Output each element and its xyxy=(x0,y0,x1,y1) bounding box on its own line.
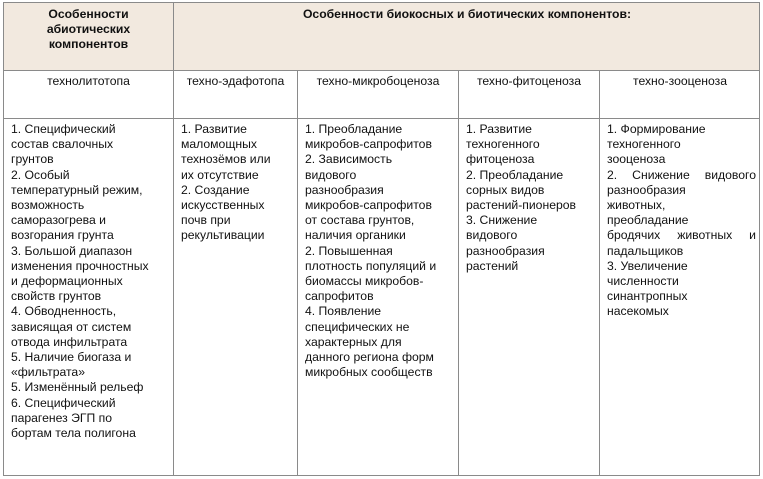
cell-text-line: животных, xyxy=(607,198,666,213)
cell-technolithotope xyxy=(3,118,173,476)
cell-text-line: бортам тела полигона xyxy=(11,426,136,441)
cell-text-line: насекомых xyxy=(607,304,669,319)
cell-text-line: их отсутствие xyxy=(181,167,259,182)
cell-text-line: Особенности xyxy=(48,7,129,21)
column-header-techno-zoocenosis: техно-зооценоза xyxy=(599,70,760,118)
cell-text-line: 3. Увеличение xyxy=(607,258,688,273)
cell-text-line: биомассы микробов- xyxy=(305,274,424,289)
cell-text-line: 6. Специфический xyxy=(11,395,116,410)
cell-text-line: саморазогрева и xyxy=(11,213,106,228)
cell-techno-edaphotope xyxy=(173,118,297,476)
cell-techno-phytocenosis xyxy=(458,118,599,476)
cell-text-line: 2. Создание xyxy=(181,182,250,197)
cell-text-line: возгорания грунта xyxy=(11,228,114,243)
cell-text-line: разнообразия xyxy=(305,182,384,197)
cell-text-line: 2. Повышенная xyxy=(305,243,393,258)
cell-text-line: микробов-сапрофитов xyxy=(305,137,432,152)
cell-text-line: 5. Наличие биогаза и xyxy=(11,350,132,365)
cell-text-line: абиотических xyxy=(46,22,131,37)
cell-text-line: 2. Зависимость xyxy=(305,152,393,167)
cell-text-line: искусственных xyxy=(181,198,265,213)
table-border-bottom xyxy=(3,475,760,476)
cell-text-line: характерных для xyxy=(305,334,402,349)
cell-text-line: сапрофитов xyxy=(305,289,374,304)
cell-text-line: температурный режим, xyxy=(11,182,143,197)
cell-text-line: разнообразия xyxy=(607,182,686,197)
cell-text-line: растений xyxy=(466,258,519,273)
cell-text-line: 1. Формирование xyxy=(607,122,706,136)
cell-text-line: грунтов xyxy=(11,152,54,167)
cell-text-line: отвода инфильтрата xyxy=(11,334,128,349)
column-header-techno-microbocenosis: техно-микробоценоза xyxy=(297,70,458,118)
column-header-technolithotope: технолитотопа xyxy=(3,70,173,118)
table-border-right xyxy=(759,2,760,476)
cell-techno-microbocenosis xyxy=(297,118,458,476)
cell-text-line: 1. Преобладание xyxy=(305,122,403,136)
cell-text-line: численности xyxy=(607,274,679,289)
cell-text-line: 2. Особый xyxy=(11,167,70,182)
cell-text-line: свойств грунтов xyxy=(11,289,102,304)
cell-text-line: компонентов xyxy=(48,37,129,52)
cell-text-line: преобладание xyxy=(607,213,689,228)
cell-text-line: специфических не xyxy=(305,319,410,334)
cell-text-line: возможность xyxy=(11,198,85,213)
cell-text-line: 3. Снижение xyxy=(466,213,538,228)
cell-text-line: состав свалочных xyxy=(11,137,114,152)
cell-text-line: техногенного xyxy=(466,137,540,152)
cell-text-line: 3. Большой диапазон xyxy=(11,243,133,258)
cell-text-line: от состава грунтов, xyxy=(305,213,415,228)
cell-text-line: плотность популяций и xyxy=(305,258,437,273)
cell-text-line: данного региона форм xyxy=(305,350,434,365)
cell-text-line: зооценоза xyxy=(607,152,666,167)
cell-text-line: маломощных xyxy=(181,137,257,152)
cell-text-line: 4. Появление xyxy=(305,304,382,319)
cell-text-line: 1. Развитие xyxy=(181,122,247,136)
cell-text-line: «фильтрата» xyxy=(11,365,85,380)
cell-text-line: фитоценоза xyxy=(466,152,535,167)
cell-text-line: микробных сообществ xyxy=(305,365,433,380)
cell-text-line: парагенез ЭГП по xyxy=(11,410,112,425)
cell-text-line: видового xyxy=(305,167,357,182)
cell-text-line: наличия органики xyxy=(305,228,406,243)
cell-text-line: почв при xyxy=(181,213,231,228)
cell-text-line: видового xyxy=(466,228,518,243)
cell-text-line: синантропных xyxy=(607,289,688,304)
cell-text-line: бродячих животных и xyxy=(607,228,756,243)
cell-text-line: растений-пионеров xyxy=(466,198,577,213)
cell-text-line: 1. Развитие xyxy=(466,122,532,136)
header-abiotic xyxy=(3,2,173,70)
cell-text-line: 2. Снижение видового xyxy=(607,167,756,182)
cell-text-line: техногенного xyxy=(607,137,681,152)
cell-text-line: падальщиков xyxy=(607,243,684,258)
comparison-table xyxy=(3,2,760,476)
cell-techno-zoocenosis xyxy=(599,118,760,476)
cell-text-line: технозёмов или xyxy=(181,152,271,167)
cell-text-line: сорных видов xyxy=(466,182,545,197)
cell-text-line: разнообразия xyxy=(466,243,545,258)
cell-text-line: зависящая от систем xyxy=(11,319,132,334)
cell-text-line: 1. Специфический xyxy=(11,122,116,136)
cell-text-line: изменения прочностных xyxy=(11,258,149,273)
cell-text-line: микробов-сапрофитов xyxy=(305,198,432,213)
column-header-techno-phytocenosis: техно-фитоценоза xyxy=(458,70,599,118)
cell-text-line: 4. Обводненность, xyxy=(11,304,117,319)
header-biotic: Особенности биокосных и биотических компонентов: xyxy=(173,2,760,70)
cell-text-line: 5. Изменённый рельеф xyxy=(11,380,144,395)
cell-text-line: и деформационных xyxy=(11,274,123,289)
cell-text-line: рекультивации xyxy=(181,228,265,243)
column-header-techno-edaphotope: техно-эдафотопа xyxy=(173,70,297,118)
cell-text-line: 2. Преобладание xyxy=(466,167,564,182)
